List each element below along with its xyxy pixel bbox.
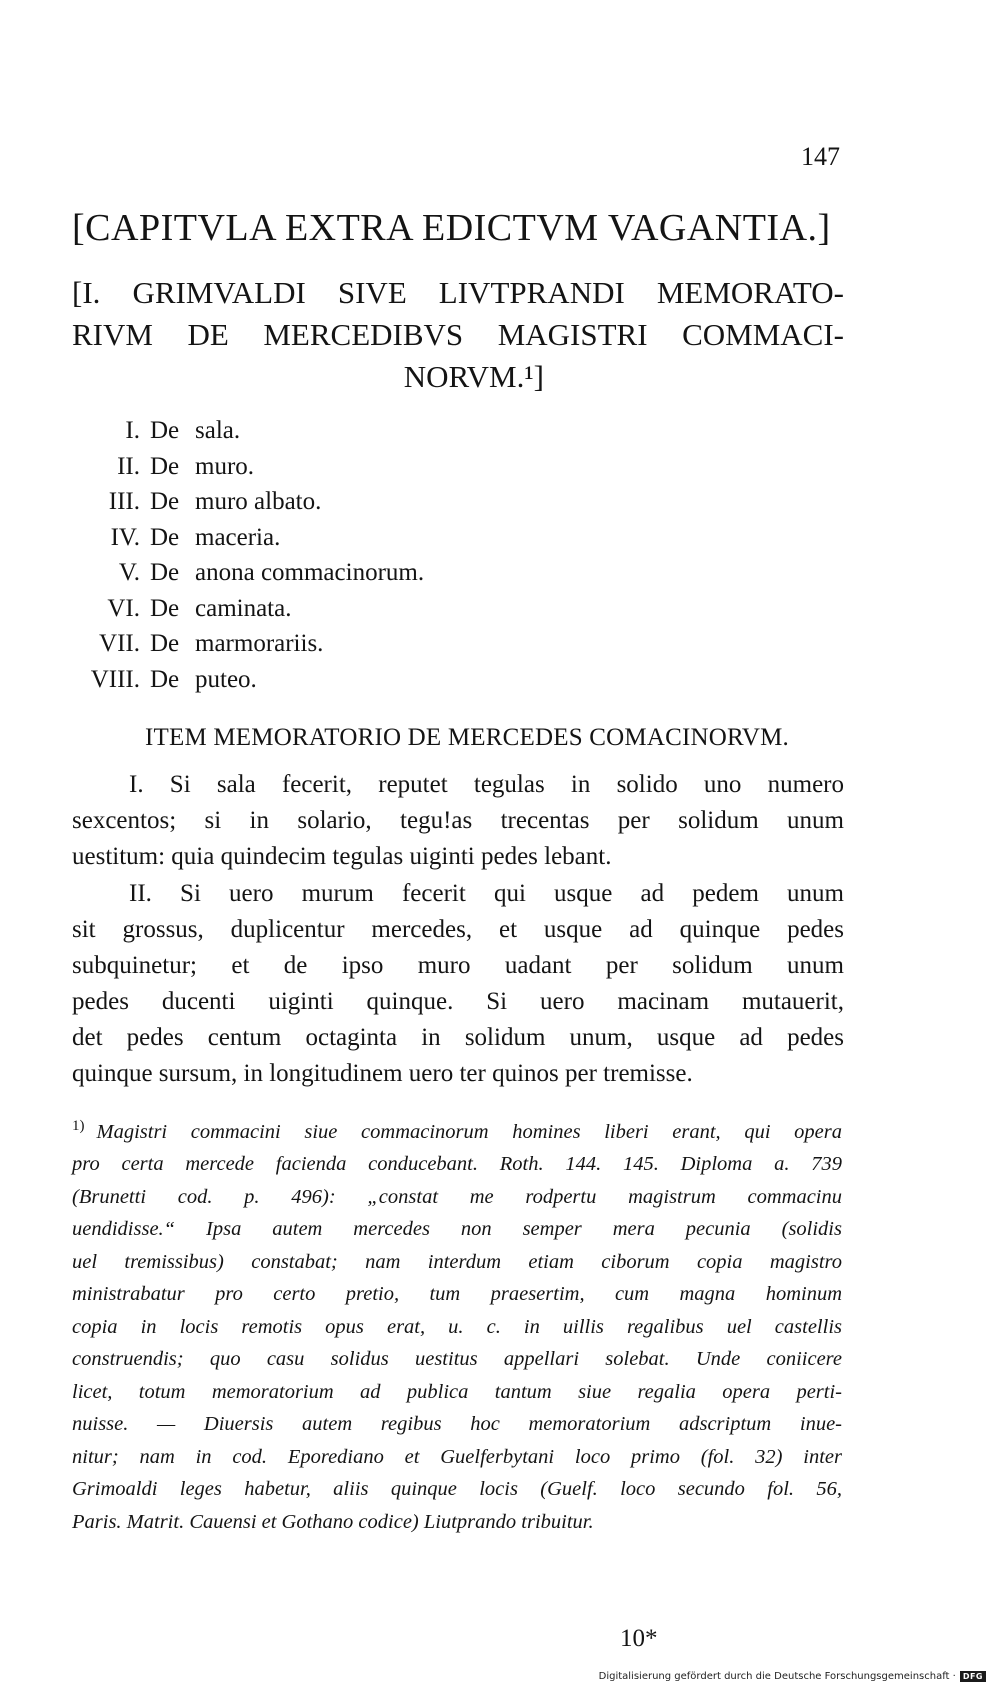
paragraph-1 <box>72 767 844 875</box>
section-title-line: RIVM DE MERCEDIBVS MAGISTRI COMMACI- <box>72 317 844 352</box>
toc-item <box>72 666 572 702</box>
dfg-logo-icon: DFG <box>960 1671 986 1682</box>
toc-item-label: caminata. <box>195 594 292 622</box>
footnote-line: uel tremissibus) constabat; nam interdum etiam ciborum copia magistro <box>72 1250 842 1273</box>
paragraph-line: quinque sursum, in longitudinem uero ter quinos per tremisse. <box>72 1060 693 1087</box>
footnote-line: copia in locis remotis opus erat, u. c. in uillis regalibus uel castellis <box>72 1315 842 1338</box>
footnote-line: Paris. Matrit. Cauensi et Gothano codice) Liutprando tribuitur. <box>72 1510 594 1533</box>
credit-text: Digitalisierung gefördert durch die Deutsche Forschungsgemeinschaft · <box>598 1671 956 1682</box>
footnote-marker: 1) <box>72 1118 85 1134</box>
footnote-line: uendidisse.“ Ipsa autem mercedes non semper mera pecunia (solidis <box>72 1218 842 1241</box>
toc-item-prefix: De <box>150 417 180 444</box>
toc-item-prefix: De <box>150 594 180 622</box>
toc-item-prefix: De <box>150 630 180 657</box>
table-of-contents <box>72 417 572 701</box>
paragraph-line: I. Si sala fecerit, reputet tegulas in solido uno numero <box>129 771 844 798</box>
memoratorium-heading: ITEM MEMORATORIO DE MERCEDES COMACINORVM. <box>145 724 789 751</box>
toc-item-number: VII. <box>99 630 140 657</box>
toc-item <box>72 630 572 666</box>
paragraph-line: pedes ducenti uiginti quinque. Si uero macinam mutauerit, <box>72 988 844 1015</box>
toc-item <box>72 417 572 453</box>
toc-item-number: II. <box>117 452 140 480</box>
toc-item-label: marmorariis. <box>195 630 324 657</box>
paragraph-line: sit grossus, duplicentur mercedes, et usque ad quinque pedes <box>72 916 844 943</box>
digitization-credit <box>599 1671 986 1682</box>
toc-item-label: maceria. <box>195 523 281 551</box>
footnote-line: nuisse. — Diuersis autem regibus hoc memoratorium adscriptum inue- <box>72 1413 842 1436</box>
footnote-line: nitur; nam in cod. Eporediano et Guelferbytani loco primo (fol. 32) inter <box>72 1445 842 1468</box>
footnote-line: (Brunetti cod. p. 496): „constat me rodpertu magistrum commacinu <box>72 1185 842 1208</box>
toc-item-label: puteo. <box>195 665 257 693</box>
signature-mark: 10* <box>620 1625 658 1652</box>
toc-item-label: muro. <box>195 452 255 480</box>
toc-item <box>72 453 572 489</box>
toc-item-prefix: De <box>150 523 180 551</box>
paragraph-line: uestitum: quia quindecim tegulas uiginti pedes lebant. <box>72 843 612 870</box>
paragraph-2 <box>72 876 844 1092</box>
toc-item-label: muro albato. <box>195 488 322 515</box>
toc-item-label: anona commacinorum. <box>195 559 425 586</box>
toc-item-label: sala. <box>195 417 241 444</box>
footnote-line: construendis; quo casu solidus uestitus appellari solebat. Unde coniicere <box>72 1348 842 1371</box>
section-title-line: NORVM.¹] <box>403 359 544 394</box>
footnote-line: ministrabatur pro certo pretio, tum praesertim, cum magna hominum <box>72 1283 842 1306</box>
toc-item <box>72 559 572 595</box>
toc-item-number: IV. <box>110 523 140 551</box>
footnote-line: licet, totum memoratorium ad publica tantum siue regalia opera perti- <box>72 1380 842 1403</box>
section-title <box>72 272 844 398</box>
paragraph-line: II. Si uero murum fecerit qui usque ad pedem unum <box>129 880 844 907</box>
paragraph-line: sexcentos; si in solario, tegu!as trecentas per solidum unum <box>72 807 844 834</box>
footnote-line: $^{1)}$ Magistri commacini siue commacinorum homines liberi erant, qui opera <box>72 1118 842 1143</box>
toc-item-number: VIII. <box>90 665 140 693</box>
toc-item-number: III. <box>108 488 140 515</box>
chapter-title: [CAPITVLA EXTRA EDICTVM VAGANTIA.] <box>72 207 831 249</box>
toc-item-number: V. <box>118 559 140 586</box>
toc-item-number: VI. <box>107 594 140 622</box>
section-title-line: [I. GRIMVALDI SIVE LIVTPRANDI MEMORATO- <box>72 275 844 310</box>
toc-item <box>72 524 572 560</box>
page-number: 147 <box>801 142 840 171</box>
toc-item-number: I. <box>125 417 140 444</box>
footnote-line: pro certa mercede facienda conducebant. Roth. 144. 145. Diploma a. 739 <box>72 1153 842 1176</box>
paragraph-line: subquinetur; et de ipso muro uadant per solidum unum <box>72 952 844 979</box>
footnote-line: Grimoaldi leges habetur, aliis quinque locis (Guelf. loco secundo fol. 56, <box>72 1478 842 1501</box>
toc-item-prefix: De <box>150 488 180 515</box>
toc-item <box>72 595 572 631</box>
paragraph-line: det pedes centum octaginta in solidum unum, usque ad pedes <box>72 1024 844 1051</box>
footnote <box>72 1110 842 1538</box>
toc-item <box>72 488 572 524</box>
toc-item-prefix: De <box>150 559 180 586</box>
toc-item-prefix: De <box>150 452 180 480</box>
toc-item-prefix: De <box>150 665 180 693</box>
